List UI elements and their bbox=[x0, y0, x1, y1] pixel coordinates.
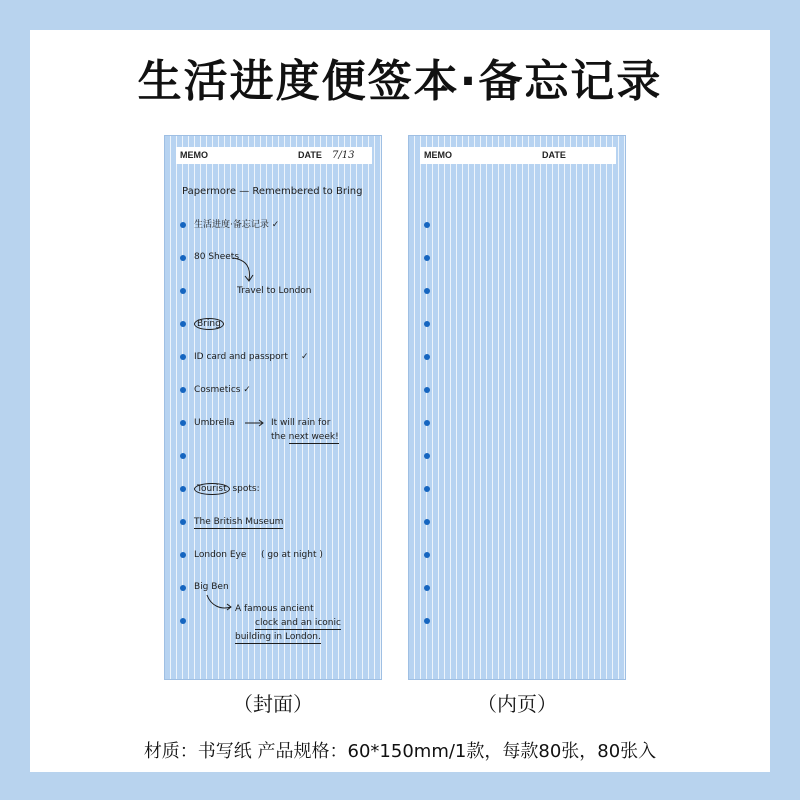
curved-arrow-line bbox=[207, 595, 231, 608]
date-label: DATE bbox=[298, 150, 322, 160]
note-item: 生活进度·备忘记录 ✓ bbox=[194, 220, 280, 230]
memo-label: MEMO bbox=[180, 150, 208, 160]
note-text: spots: bbox=[229, 484, 260, 494]
note-heading: Papermore — Remembered to Bring bbox=[182, 186, 363, 197]
underlined-text: clock and an iconic bbox=[255, 618, 341, 628]
bullet-dot bbox=[424, 486, 430, 492]
note-item: Umbrella bbox=[194, 418, 235, 428]
curved-arrow-line bbox=[233, 258, 249, 280]
note-item: Cosmetics ✓ bbox=[194, 385, 251, 395]
bullet-dot bbox=[424, 585, 430, 591]
bullet-dot bbox=[424, 222, 430, 228]
bullet-dot bbox=[424, 453, 430, 459]
underlined-text: The British Museum bbox=[194, 517, 284, 527]
underlined-text: next week! bbox=[288, 432, 339, 442]
note-item: 80 Sheets bbox=[194, 252, 240, 262]
bullet-dot bbox=[424, 519, 430, 525]
memo-label: MEMO bbox=[424, 150, 452, 160]
memo-header bbox=[420, 147, 616, 164]
note-item: It will rain for bbox=[271, 418, 331, 428]
bullet-dot bbox=[424, 354, 430, 360]
bullet-dot bbox=[424, 321, 430, 327]
note-item: ID card and passport bbox=[194, 352, 288, 362]
circled-word: Tourist bbox=[194, 483, 230, 495]
spec-footer: 材质：书写纸 产品规格：60*150mm/1款，每款80张，80张入 bbox=[143, 741, 657, 762]
bullet-dot bbox=[424, 420, 430, 426]
date-value: 7/13 bbox=[332, 150, 355, 161]
inner-caption: （内页） bbox=[477, 692, 557, 716]
bullet-dot bbox=[424, 288, 430, 294]
bullet-dot bbox=[424, 387, 430, 393]
bullet-dot bbox=[424, 552, 430, 558]
inner-memo-sheet bbox=[408, 135, 626, 680]
note-item: ( go at night ) bbox=[261, 550, 323, 560]
circled-word: Bring bbox=[194, 318, 224, 330]
product-panel bbox=[30, 30, 770, 772]
cover-memo-sheet bbox=[164, 135, 382, 680]
note-text: the bbox=[271, 432, 289, 442]
arrow-head bbox=[227, 604, 231, 610]
check-mark: ✓ bbox=[301, 352, 309, 362]
bullet-dot bbox=[424, 255, 430, 261]
note-item: Big Ben bbox=[194, 582, 229, 592]
note-item: Travel to London bbox=[237, 286, 312, 296]
page-title: 生活进度便签本·备忘记录 bbox=[137, 56, 663, 107]
note-item: A famous ancient bbox=[235, 604, 314, 614]
bullet-dot bbox=[424, 618, 430, 624]
underlined-text: building in London. bbox=[235, 632, 321, 642]
doodle-arrows bbox=[165, 136, 383, 681]
cover-caption: （封面） bbox=[233, 692, 313, 716]
date-label: DATE bbox=[542, 150, 566, 160]
note-item: London Eye bbox=[194, 550, 247, 560]
